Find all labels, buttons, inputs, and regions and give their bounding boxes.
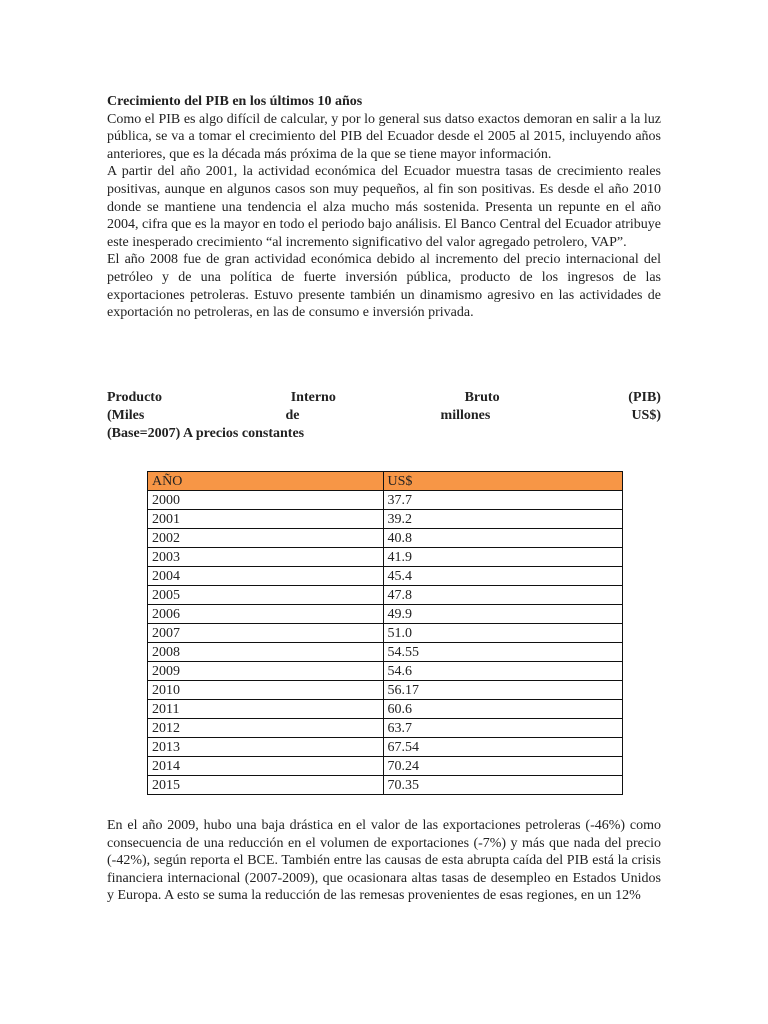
usd-value-cell: 39.2 [383, 510, 623, 529]
year-cell: 2002 [148, 529, 384, 548]
usd-value-cell: 70.24 [383, 757, 623, 776]
usd-value-cell: 70.35 [383, 776, 623, 795]
year-cell: 2000 [148, 491, 384, 510]
year-cell: 2015 [148, 776, 384, 795]
heading-word: Bruto [464, 390, 500, 405]
pib-table [147, 471, 623, 795]
heading-word: Producto [107, 390, 162, 405]
heading-word: US$) [631, 408, 661, 423]
heading-word: de [285, 408, 300, 423]
year-cell: 2003 [148, 548, 384, 567]
usd-value-cell: 51.0 [383, 624, 623, 643]
closing-paragraph: En el año 2009, hubo una baja drástica en el valor de las exportaciones petroleras (-46%) como consecuencia de una reducción en el volumen de exportaciones (-7%) y más que nada del precio (-42%), según reporta el BCE. También entre las causas de esta abrupta caída del PIB está la crisis financiera internacional (2007-2009), que ocasionara altas tasas de desempleo en Estados Unidos y Europa. A esto se suma la reducción de las remesas provenientes de esas regiones, en un 12% [107, 818, 661, 904]
table-row [148, 700, 623, 719]
year-cell: 2011 [148, 700, 384, 719]
usd-value-cell: 60.6 [383, 700, 623, 719]
table-row [148, 510, 623, 529]
table-row [148, 548, 623, 567]
year-cell: 2012 [148, 719, 384, 738]
heading-word: (Miles [107, 408, 145, 423]
usd-value-cell: 37.7 [383, 491, 623, 510]
table-row [148, 776, 623, 795]
usd-value-cell: 63.7 [383, 719, 623, 738]
column-header-year: AÑO [148, 472, 384, 491]
heading-word: Interno [290, 390, 336, 405]
table-row [148, 643, 623, 662]
closing-section [107, 817, 661, 905]
year-cell: 2005 [148, 586, 384, 605]
year-cell: 2010 [148, 681, 384, 700]
table-heading [107, 389, 661, 443]
usd-value-cell: 54.55 [383, 643, 623, 662]
usd-value-cell: 67.54 [383, 738, 623, 757]
table-heading-line-1 [107, 389, 661, 407]
table-body [148, 491, 623, 795]
intro-paragraph-2: A partir del año 2001, la actividad económica del Ecuador muestra tasas de crecimiento reales positivas, aunque en algunos casos son muy pequeños, al fin son positivas. Es desde el año 2010 donde se mantiene una tendencia el alza mucho más sostenida. Presenta un repunte en el año 2004, cifra que es la mayor en todo el periodo bajo análisis. El Banco Central del Ecuador atribuye este inesperado crecimiento “al incremento significativo del valor agregado petrolero, VAP”. [107, 164, 661, 250]
column-header-usd: US$ [383, 472, 623, 491]
table-header-row [148, 472, 623, 491]
heading-word: (PIB) [628, 390, 661, 405]
table-row [148, 738, 623, 757]
usd-value-cell: 47.8 [383, 586, 623, 605]
year-cell: 2004 [148, 567, 384, 586]
usd-value-cell: 56.17 [383, 681, 623, 700]
table-row [148, 624, 623, 643]
table-row [148, 491, 623, 510]
year-cell: 2007 [148, 624, 384, 643]
year-cell: 2013 [148, 738, 384, 757]
table-row [148, 719, 623, 738]
year-cell: 2014 [148, 757, 384, 776]
section-title: Crecimiento del PIB en los últimos 10 años [107, 94, 363, 109]
usd-value-cell: 54.6 [383, 662, 623, 681]
table-row [148, 662, 623, 681]
table-heading-line-3: (Base=2007) A precios constantes [107, 426, 305, 441]
year-cell: 2001 [148, 510, 384, 529]
table-row [148, 586, 623, 605]
usd-value-cell: 45.4 [383, 567, 623, 586]
table-row [148, 567, 623, 586]
usd-value-cell: 40.8 [383, 529, 623, 548]
intro-section [107, 93, 661, 322]
table-row [148, 605, 623, 624]
intro-paragraph-3: El año 2008 fue de gran actividad económica debido al incremento del precio internacional del petróleo y de una política de fuerte inversión pública, producto de los ingresos de las exportaciones petroleras. Estuvo presente también un dinamismo agresivo en las actividades de exportación no petroleras, en las de consumo e inversión privada. [107, 252, 661, 321]
year-cell: 2009 [148, 662, 384, 681]
usd-value-cell: 49.9 [383, 605, 623, 624]
table-row [148, 681, 623, 700]
year-cell: 2008 [148, 643, 384, 662]
table-heading-line-2 [107, 407, 661, 425]
table-row [148, 529, 623, 548]
intro-paragraph-1: Como el PIB es algo difícil de calcular, y por lo general sus datso exactos demoran en salir a la luz pública, se va a tomar el crecimiento del PIB del Ecuador desde el 2005 al 2015, incluyendo años anteriores, que es la década más próxima de la que se tiene mayor información. [107, 111, 661, 162]
usd-value-cell: 41.9 [383, 548, 623, 567]
heading-word: millones [440, 408, 491, 423]
year-cell: 2006 [148, 605, 384, 624]
table-row [148, 757, 623, 776]
